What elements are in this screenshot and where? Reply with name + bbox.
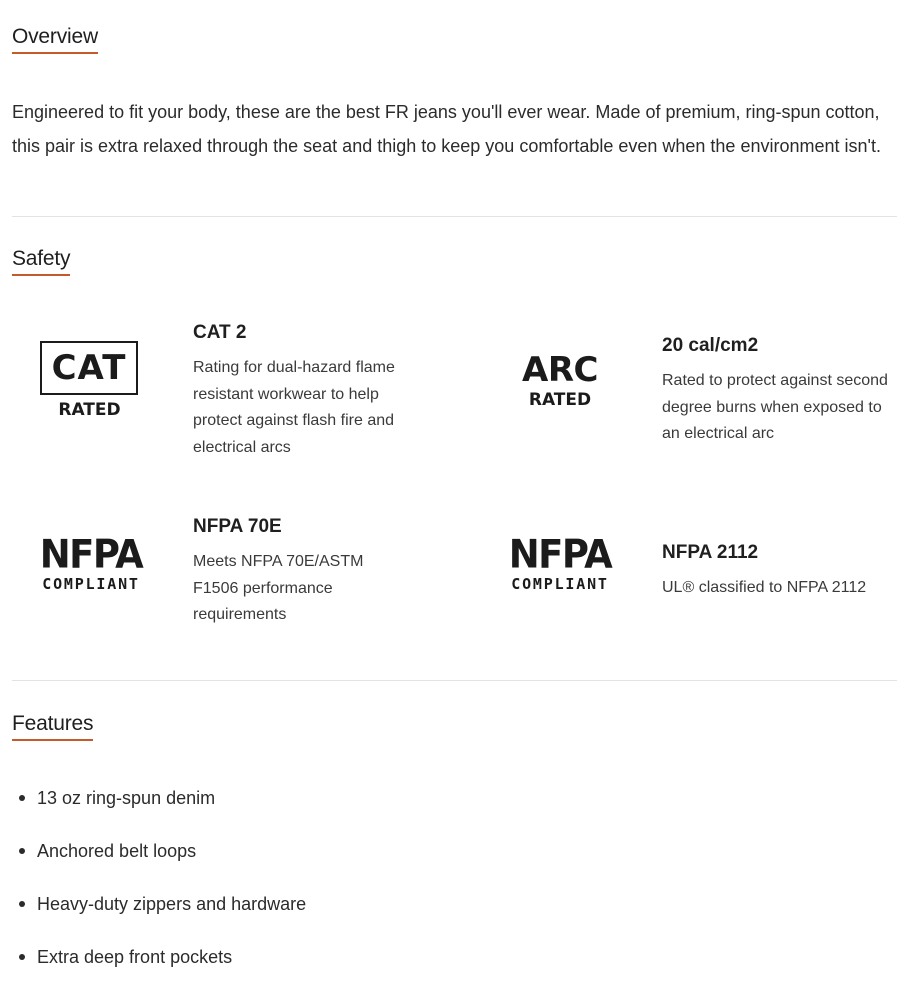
bullet-icon (19, 954, 25, 960)
features-heading: Features (12, 711, 93, 741)
nfpa-badge-main: NFPA (39, 531, 143, 578)
rating-description: Meets NFPA 70E/ASTM F1506 performance requirements (193, 553, 364, 623)
feature-item (37, 943, 306, 996)
section-divider (12, 680, 897, 681)
safety-rating-cat (193, 321, 423, 461)
nfpa-badge-sub: COMPLIANT (511, 575, 609, 593)
nfpa-compliant-badge-icon (500, 531, 620, 593)
section-divider (12, 216, 897, 217)
feature-item (37, 890, 306, 943)
arc-rated-badge-icon (520, 351, 600, 411)
feature-item-text: Anchored belt loops (37, 841, 197, 861)
arc-badge-sub: RATED (528, 390, 592, 410)
safety-rating-arc (662, 334, 892, 448)
bullet-icon (19, 848, 25, 854)
safety-heading: Safety (12, 246, 70, 276)
nfpa-compliant-badge-icon (31, 531, 151, 593)
feature-item (37, 784, 306, 837)
arc-badge-main: ARC (522, 350, 598, 390)
safety-rating-nfpa-2112 (662, 541, 892, 602)
rating-title: CAT 2 (193, 322, 247, 343)
rating-description: Rated to protect against second degree burns when exposed to an electrical arc (662, 372, 888, 442)
bullet-icon (19, 901, 25, 907)
feature-item-text: Heavy-duty zippers and hardware (37, 894, 307, 914)
cat-badge-sub: RATED (58, 400, 121, 420)
features-list (37, 784, 306, 996)
cat-rated-badge-icon (40, 341, 140, 420)
rating-description: Rating for dual-hazard flame resistant workwear to help protect against flash fire and electrical arcs (193, 359, 395, 456)
rating-title: NFPA 2112 (662, 542, 759, 563)
safety-rating-nfpa-70e (193, 515, 423, 629)
nfpa-badge-main: NFPA (508, 531, 612, 578)
feature-item-text: 13 oz ring-spun denim (37, 788, 216, 808)
bullet-icon (19, 795, 25, 801)
rating-description: UL® classified to NFPA 2112 (662, 579, 867, 596)
rating-title: 20 cal/cm2 (662, 335, 759, 356)
overview-heading: Overview (12, 24, 98, 54)
feature-item (37, 837, 306, 890)
cat-badge-main: CAT (40, 341, 138, 395)
feature-item-text: Extra deep front pockets (37, 947, 233, 967)
rating-title: NFPA 70E (193, 516, 282, 537)
overview-description: Engineered to fit your body, these are the best FR jeans you'll ever wear. Made of premium, ring-spun cotton, this pair is extra relaxed through the seat and thigh to keep you comfortable even when the environment isn't. (12, 102, 881, 156)
nfpa-badge-sub: COMPLIANT (42, 575, 140, 593)
